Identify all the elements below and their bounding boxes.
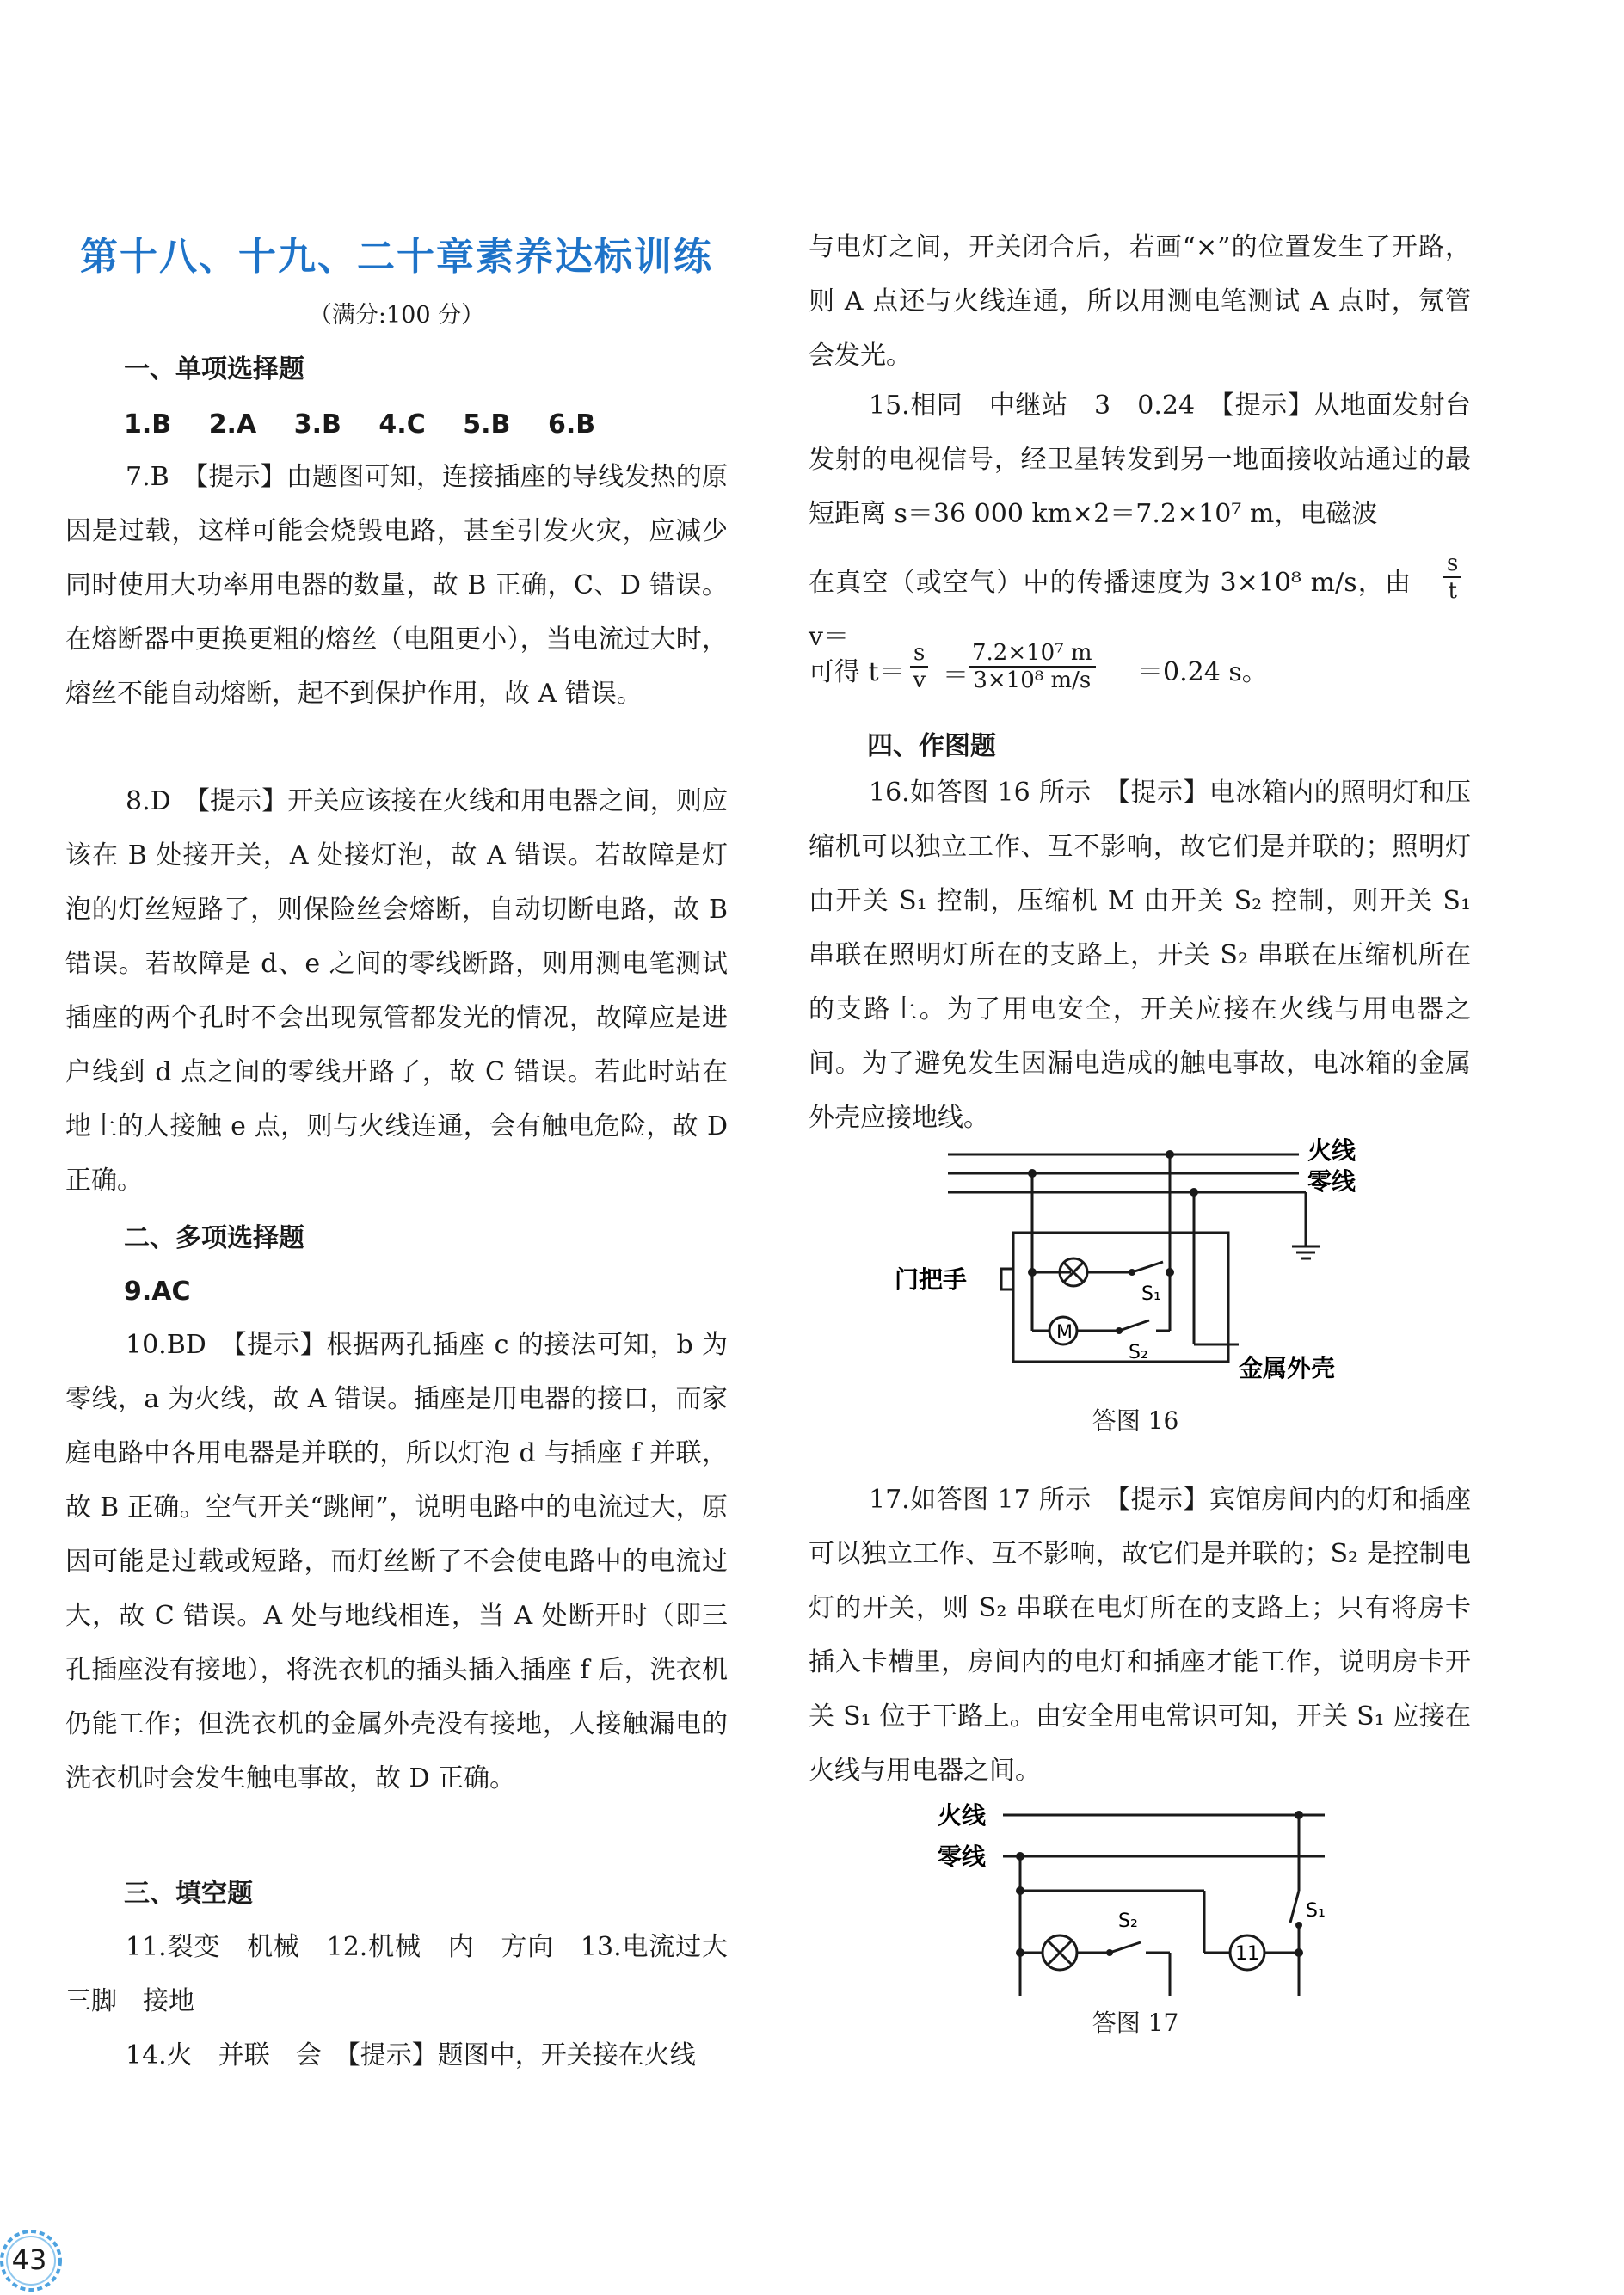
label-neutral: 零线 [938, 1843, 987, 1871]
fraction-numerator: 7.2×10⁷ m [969, 640, 1096, 668]
label-s2: S₂ [1118, 1910, 1138, 1932]
answer-16: 16.如答图 16 所示 【提示】电冰箱内的照明灯和压缩机可以独立工作、互不影响，故它们是并联的；照明灯由开关 S₁ 控制，压缩机 M 由开关 S₂ 控制，则开关 S₁ 串联在照明灯所在的支路上，开关 S₂ 串联在压缩机所在的支路上。为了用电安全，开关应接在火线与用电器之间。为了避免发生因漏电造成的触电事故，电冰箱的金属外壳应接地线。 [809, 778, 1471, 1133]
answer-15-part1: 15.相同 中继站 3 0.24 【提示】从地面发射台发射的电视信号，经卫星转发到另一地面接收站通过的最短距离 s＝36 000 km×2＝7.2×10⁷ m，电磁波 [809, 391, 1471, 529]
figure-17-caption: 答图 17 [1092, 2009, 1179, 2037]
figure-16-caption: 答图 16 [1092, 1406, 1179, 1435]
answers-1-6 [124, 397, 743, 452]
fraction-denominator: v [913, 668, 926, 693]
label-door-handle: 门把手 [895, 1265, 968, 1294]
answer-9 [124, 1264, 726, 1319]
fraction-denominator: 3×10⁸ m/s [973, 668, 1092, 693]
fraction-numerator: s [910, 640, 928, 668]
metal-shell-box [1013, 1233, 1228, 1362]
answer-14-part2: 与电灯之间，开关闭合后，若画“×”的位置发生了开路，则 A 点还与火线连通，所以用测电笔测试 A 点时，氖管会发光。 [809, 232, 1471, 371]
answer-6: 6.B [547, 409, 596, 440]
page-number: 43 [11, 2243, 47, 2276]
answer-17: 17.如答图 17 所示 【提示】宾馆房间内的灯和插座可以独立工作、互不影响，故它们是并联的；S₂ 是控制电灯的开关，则 S₂ 串联在电灯所在的支路上；只有将房卡插入卡槽里，房间内的电灯和插座才能工作，说明房卡开关 S₁ 位于干路上。由安全用电常识可知，开关 S₁ 应接在火线与用电器之间。 [809, 1485, 1471, 1786]
section-heading-drawing: 四、作图题 [867, 731, 996, 761]
answer-2: 2.A [208, 409, 257, 440]
circuit-diagram-17 [938, 1789, 1350, 1996]
label-s2: S₂ [1129, 1342, 1148, 1363]
answer-15-part3: 可得 t＝ [809, 657, 905, 687]
answer-1: 1.B [124, 409, 172, 440]
label-live: 火线 [938, 1801, 987, 1830]
section-heading-fill-blank: 三、填空题 [124, 1879, 253, 1909]
fraction-values [969, 640, 1096, 693]
answer-14-part1: 14.火 并联 会 【提示】题图中，开关接在火线 [126, 2040, 696, 2070]
label-live: 火线 [1307, 1136, 1356, 1165]
answer-15-result: ＝0.24 s。 [1137, 657, 1268, 687]
section-heading-multi-choice: 二、多项选择题 [124, 1223, 304, 1253]
answer-5: 5.B [463, 409, 511, 440]
answer-9-text: 9.AC [124, 1277, 191, 1307]
answer-15-speed-text: 在真空（或空气）中的传播速度为 3×10⁸ m/s，由 v＝ [809, 568, 1411, 652]
answer-3: 3.B [293, 409, 341, 440]
label-neutral: 零线 [1307, 1167, 1356, 1196]
section-heading-single-choice: 一、单项选择题 [124, 354, 304, 385]
socket-label: 11 [1235, 1943, 1259, 1965]
circuit-diagram-16 [895, 1131, 1376, 1381]
answer-11-13: 11.裂变 机械 12.机械 内 方向 13.电流过大 三脚 接地 [65, 1932, 754, 2016]
page-title: 第十八、十九、二十章素养达标训练 [80, 235, 713, 279]
answer-10: 10.BD 【提示】根据两孔插座 c 的接法可知，b 为零线，a 为火线，故 A 错误。插座是用电器的接口，而家庭电路中各用电器是并联的，所以灯泡 d 与插座 f 并联，故 B 正确。空气开关“跳闸”，说明电路中的电流过大，原因可能是过载或短路，而灯丝断了不会使电路中的电流过大，故 C 错误。A 处与地线相连，当 A 处断开时（即三孔插座没有接地），将洗衣机的插头插入插座 f 后，洗衣机仍能工作；但洗衣机的金属外壳没有接地，人接触漏电的洗衣机时会发生触电事故，故 D 正确。 [65, 1330, 728, 1794]
label-s1: S₁ [1141, 1283, 1161, 1305]
fraction-numerator: s [1443, 551, 1461, 578]
label-s1: S₁ [1306, 1900, 1326, 1922]
fraction-denominator: t [1448, 578, 1457, 604]
page-subtitle: （满分:100 分） [308, 302, 485, 329]
fraction-s-over-v [910, 640, 928, 693]
label-metal-shell: 金属外壳 [1239, 1354, 1336, 1381]
fraction-s-over-t [1443, 551, 1461, 604]
equals-sign: ＝ [943, 661, 969, 691]
answer-4: 4.C [378, 409, 426, 440]
answer-8: 8.D 【提示】开关应该接在火线和用电器之间，则应该在 B 处接开关，A 处接灯泡，故 A 错误。若故障是灯泡的灯丝短路了，则保险丝会熔断，自动切断电路，故 B 错误。若故障是 d、e 之间的零线断路，则用测电笔测试插座的两个孔时不会出现氖管都发光的情况，故障应是进户线到 d 点之间的零线开路了，故 C 错误。若此时站在地上的人接触 e 点，则与火线连通，会有触电危险，故 D 正确。 [65, 786, 728, 1196]
answer-7: 7.B 【提示】由题图可知，连接插座的导线发热的原因是过载，这样可能会烧毁电路，甚至引发火灾，应减少同时使用大功率用电器的数量，故 B 正确，C、D 错误。在熔断器中更换更粗的熔丝（电阻更小），当电流过大时，熔丝不能自动熔断，起不到保护作用，故 A 错误。 [65, 462, 728, 709]
motor-label: M [1056, 1322, 1073, 1344]
